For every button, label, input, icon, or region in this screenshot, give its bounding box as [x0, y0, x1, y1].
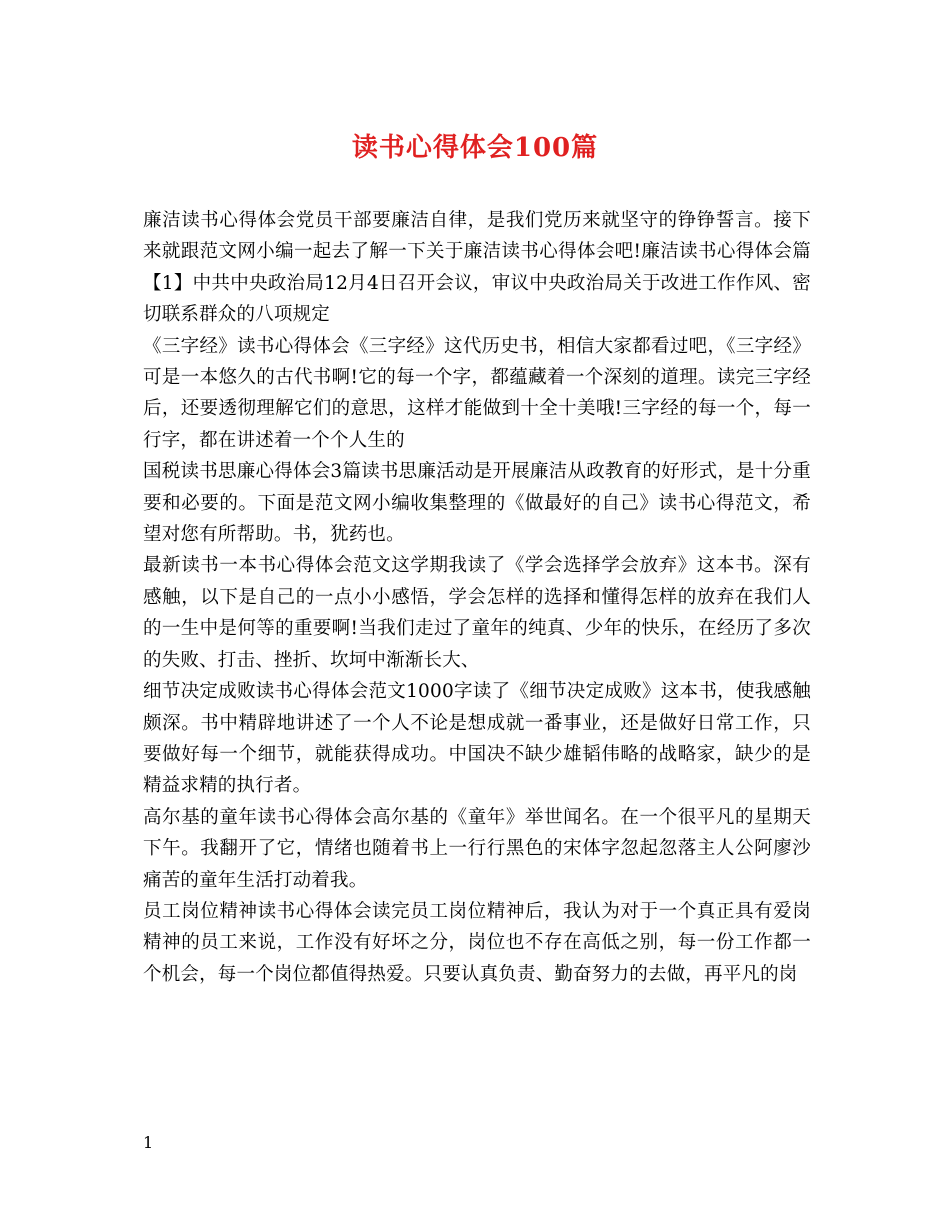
paragraph: 细节决定成败读书心得体会范文1000字读了《细节决定成败》这本书，使我感触颇深。书中精辟地讲述了一个人不论是想成就一番事业，还是做好日常工作，只要做好每一个细节，就能获得成功。中国决不缺少雄韬伟略的战略家，缺少的是精益求精的执行者。 [143, 681, 811, 797]
paragraph: 高尔基的童年读书心得体会高尔基的《童年》举世闻名。在一个很平凡的星期天下午。我翻开了它，情绪也随着书上一行行黑色的宋体字忽起忽落主人公阿廖沙痛苦的童年生活打动着我。 [143, 806, 811, 891]
paragraph: 员工岗位精神读书心得体会读完员工岗位精神后，我认为对于一个真正具有爱岗精神的员工来说，工作没有好坏之分，岗位也不存在高低之别，每一份工作都一个机会，每一个岗位都值得热爱。只要认真负责、勤奋努力的去做，再平凡的岗 [143, 900, 811, 985]
paragraph: 最新读书一本书心得体会范文这学期我读了《学会选择学会放弃》这本书。深有感触，以下是自己的一点小小感悟，学会怎样的选择和懂得怎样的放弃在我们人的一生中是何等的重要啊!当我们走过了童年的纯真、少年的快乐，在经历了多次的失败、打击、挫折、坎坷中渐渐长大、 [143, 555, 811, 671]
document-title: 读书心得体会100篇 [351, 133, 599, 163]
paragraph: 《三字经》读书心得体会《三字经》这代历史书，相信大家都看过吧，《三字经》可是一本悠久的古代书啊!它的每一个字，都蕴藏着一个深刻的道理。读完三字经后，还要透彻理解它们的意思，这样才能做到十全十美哦!三字经的每一个，每一行字，都在讲述着一个个人生的 [143, 335, 811, 451]
page-number: 1 [143, 1133, 154, 1152]
document-body [143, 205, 811, 990]
paragraph: 廉洁读书心得体会党员干部要廉洁自律，是我们党历来就坚守的铮铮誓言。接下来就跟范文网小编一起去了解一下关于廉洁读书心得体会吧!廉洁读书心得体会篇【1】中共中央政治局12月4日召开会议，审议中央政治局关于改进工作作风、密切联系群众的八项规定 [143, 210, 811, 326]
paragraph: 国税读书思廉心得体会3篇读书思廉活动是开展廉洁从政教育的好形式，是十分重要和必要的。下面是范文网小编收集整理的《做最好的自己》读书心得范文，希望对您有所帮助。书，犹药也。 [143, 461, 811, 546]
